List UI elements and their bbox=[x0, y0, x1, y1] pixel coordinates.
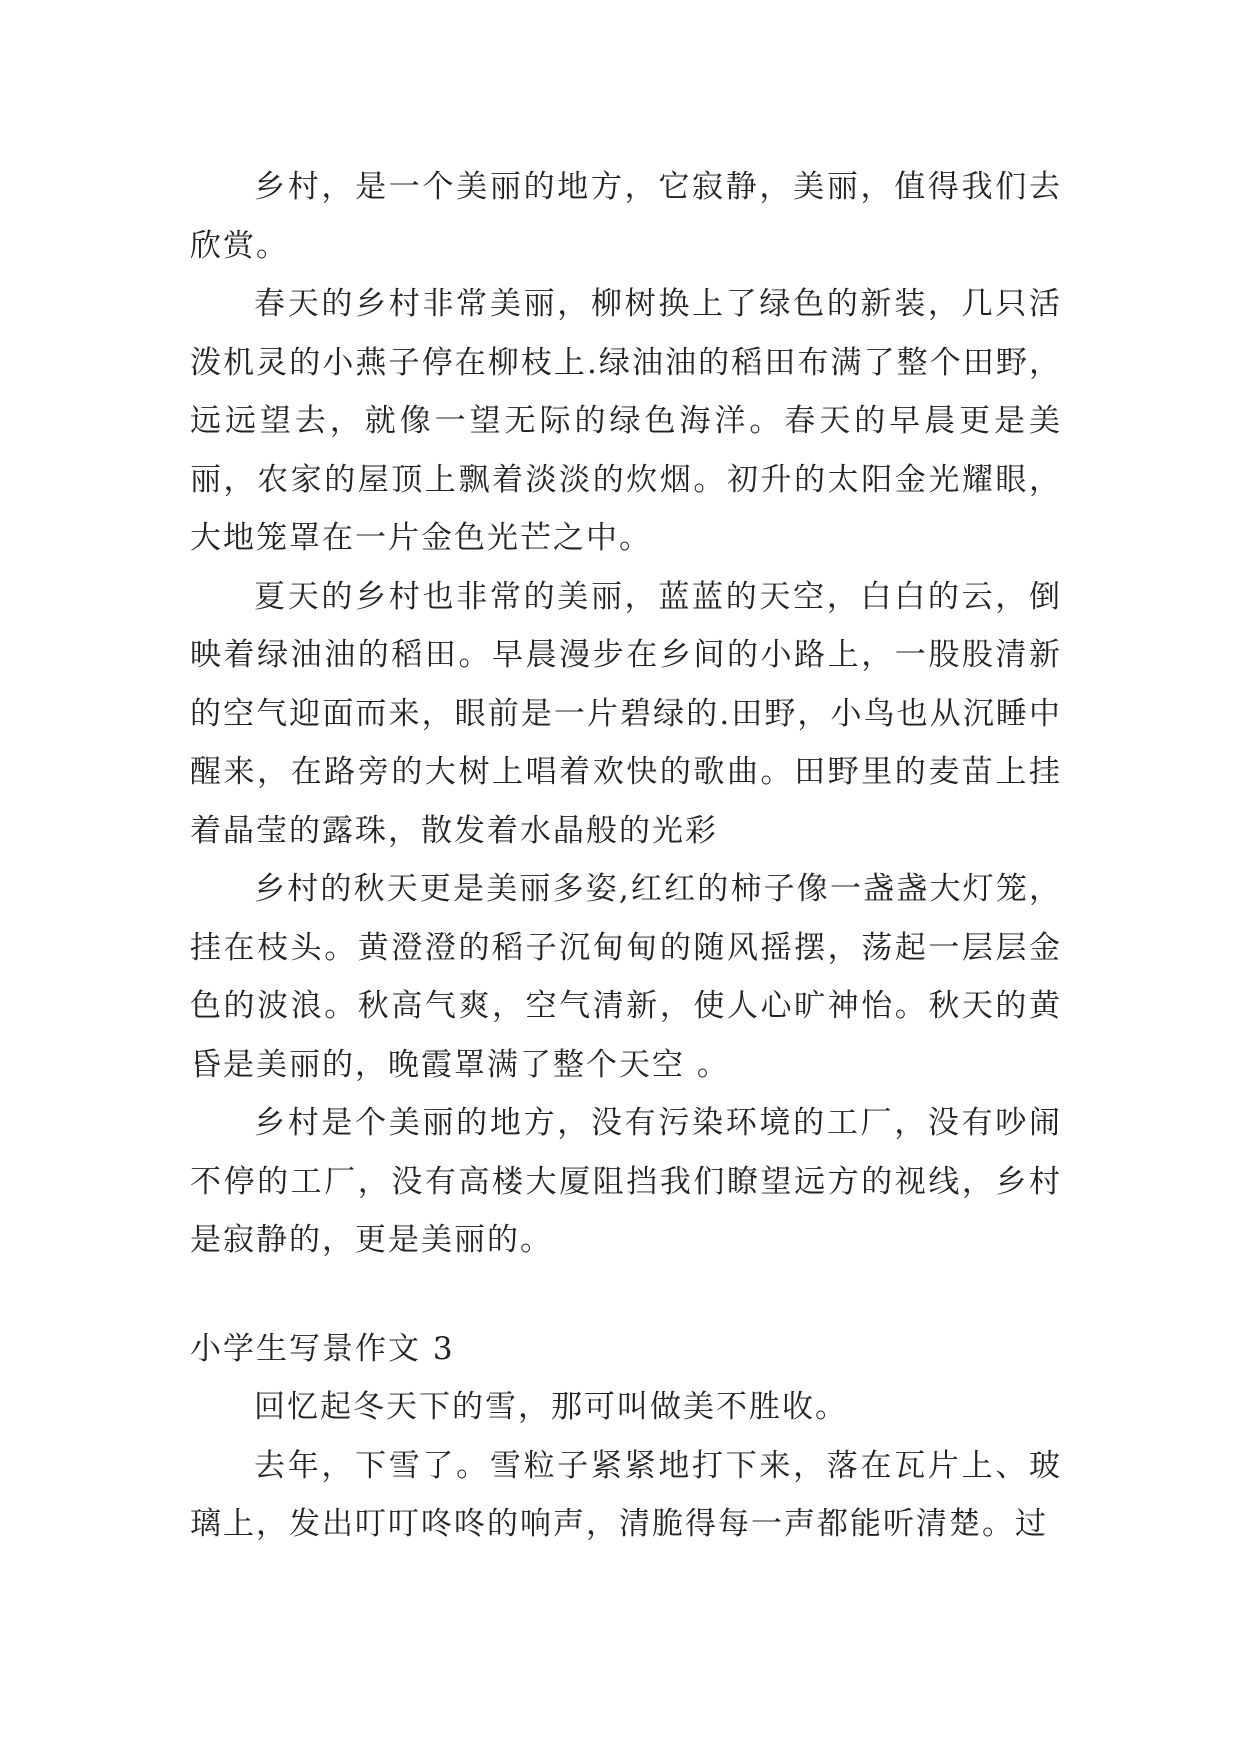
section-title: 小学生写景作文 3 bbox=[190, 1330, 455, 1367]
paragraph-winter-snow: 去年，下雪了。雪粒子紧紧地打下来，落在瓦片上、玻璃上，发出叮叮咚咚的响声，清脆得每一声都能听清楚。过 bbox=[190, 1447, 1062, 1542]
paragraph-intro: 乡村，是一个美丽的地方，它寂静，美丽，值得我们去欣赏。 bbox=[190, 169, 1062, 264]
paragraph-spring: 春天的乡村非常美丽，柳树换上了绿色的新装，几只活泼机灵的小燕子停在柳枝上.绿油油的稻田布满了整个田野，远远望去，就像一望无际的绿色海洋。春天的早晨更是美丽，农家的屋顶上飘着淡淡的炊烟。初升的太阳金光耀眼，大地笼罩在一片金色光芒之中。 bbox=[190, 286, 1062, 556]
paragraph-summer: 夏天的乡村也非常的美丽，蓝蓝的天空，白白的云，倒映着绿油油的稻田。早晨漫步在乡间的小路上，一股股清新的空气迎面而来，眼前是一片碧绿的.田野，小鸟也从沉睡中醒来，在路旁的大树上唱着欢快的歌曲。田野里的麦苗上挂着晶莹的露珠，散发着水晶般的光彩 bbox=[190, 578, 1062, 849]
document-body bbox=[190, 158, 1062, 1554]
paragraph-autumn: 乡村的秋天更是美丽多姿,红红的柿子像一盏盏大灯笼，挂在枝头。黄澄澄的稻子沉甸甸的随风摇摆，荡起一层层金色的波浪。秋高气爽，空气清新，使人心旷神怡。秋天的黄昏是美丽的，晚霞罩满了整个天空 。 bbox=[190, 871, 1062, 1083]
paragraph-conclusion: 乡村是个美丽的地方，没有污染环境的工厂，没有吵闹不停的工厂，没有高楼大厦阻挡我们瞭望远方的视线，乡村是寂静的，更是美丽的。 bbox=[190, 1105, 1062, 1258]
paragraph-winter-intro: 回忆起冬天下的雪，那可叫做美不胜收。 bbox=[254, 1389, 848, 1425]
